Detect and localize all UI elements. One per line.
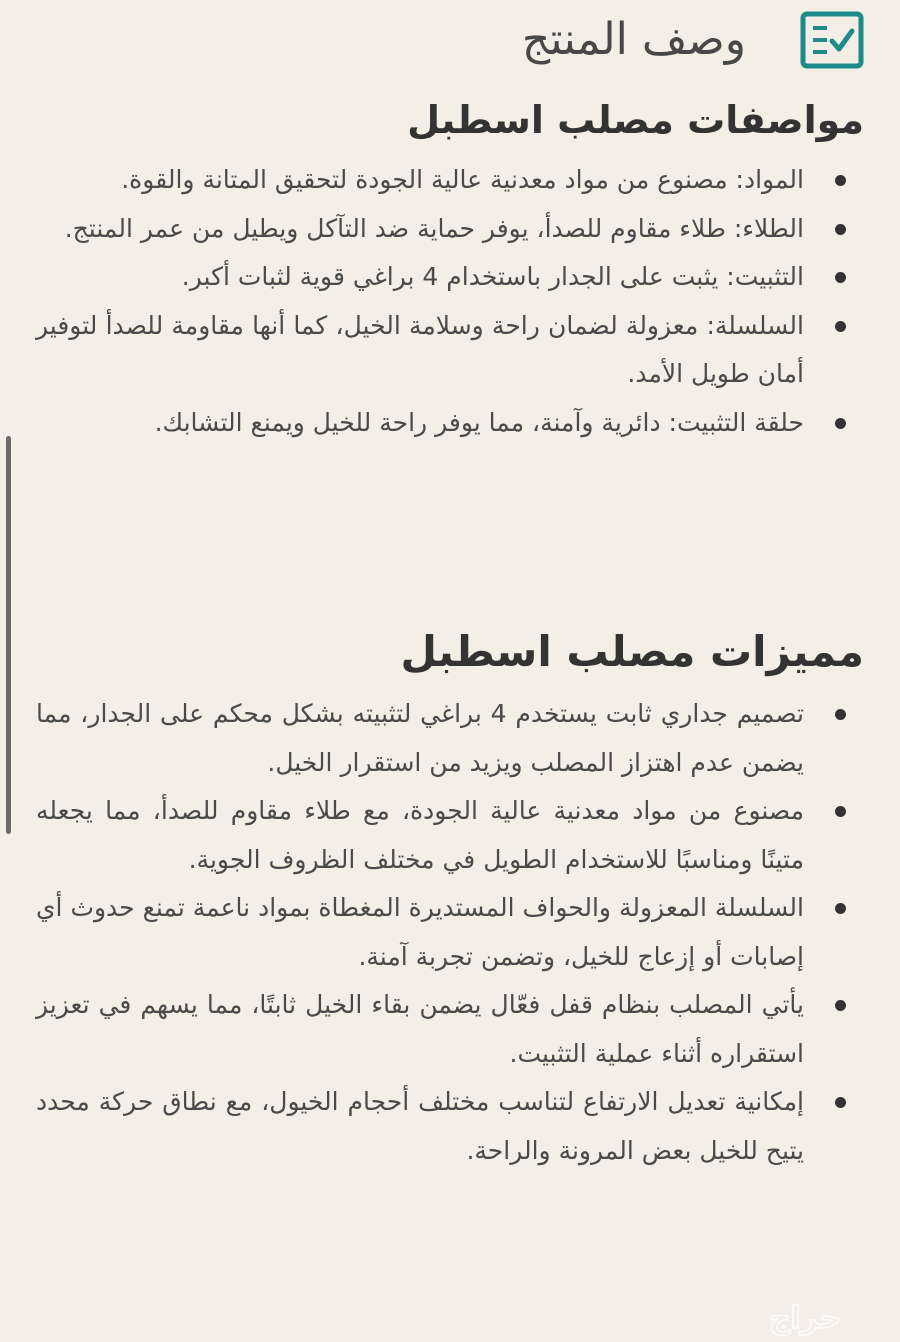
bullet-icon — [835, 806, 846, 817]
list-item: السلسلة المعزولة والحواف المستديرة المغطاة بمواد ناعمة تمنع حدوث أي إصابات أو إزعاج للخيل، وتضمن تجربة آمنة. — [36, 884, 804, 981]
bullet-icon — [835, 224, 846, 235]
scrollbar[interactable] — [6, 436, 11, 834]
list-item: تصميم جداري ثابت يستخدم 4 براغي لتثبيته بشكل محكم على الجدار، مما يضمن عدم اهتزاز المصلب ويزيد من استقرار الخيل. — [36, 690, 804, 787]
list-item: يأتي المصلب بنظام قفل فعّال يضمن بقاء الخيل ثابتًا، مما يسهم في تعزيز استقراره أثناء عملية التثبيت. — [36, 981, 804, 1078]
specs-heading: مواصفات مصلب اسطبل — [407, 98, 864, 142]
bullet-icon — [835, 1000, 846, 1011]
features-heading: مميزات مصلب اسطبل — [400, 627, 864, 676]
svg-text:حراج: حراج — [768, 1301, 842, 1336]
bullet-icon — [835, 321, 846, 332]
list-item: المواد: مصنوع من مواد معدنية عالية الجودة لتحقيق المتانة والقوة. — [36, 156, 804, 205]
bullet-icon — [835, 175, 846, 186]
bullet-icon — [835, 903, 846, 914]
haraj-watermark-logo — [720, 1298, 890, 1338]
list-item: التثبيت: يثبت على الجدار باستخدام 4 براغي قوية لثبات أكبر. — [36, 253, 804, 302]
bullet-icon — [835, 272, 846, 283]
page-title: وصف المنتج — [521, 14, 746, 65]
features-list — [36, 690, 804, 1175]
list-item: الطلاء: طلاء مقاوم للصدأ، يوفر حماية ضد التآكل ويطيل من عمر المنتج. — [36, 205, 804, 254]
header — [522, 8, 864, 72]
bullet-icon — [835, 709, 846, 720]
list-item: إمكانية تعديل الارتفاع لتناسب مختلف أحجام الخيول، مع نطاق حركة محدد يتيح للخيل بعض المرونة والراحة. — [36, 1078, 804, 1175]
checklist-icon — [800, 11, 864, 69]
bullet-icon — [835, 418, 846, 429]
list-item: مصنوع من مواد معدنية عالية الجودة، مع طلاء مقاوم للصدأ، مما يجعله متينًا ومناسبًا للاستخدام الطويل في مختلف الظروف الجوية. — [36, 787, 804, 884]
list-item: حلقة التثبيت: دائرية وآمنة، مما يوفر راحة للخيل ويمنع التشابك. — [36, 399, 804, 448]
specs-list — [36, 156, 804, 447]
bullet-icon — [835, 1097, 846, 1108]
list-item: السلسلة: معزولة لضمان راحة وسلامة الخيل، كما أنها مقاومة للصدأ لتوفير أمان طويل الأمد. — [36, 302, 804, 399]
